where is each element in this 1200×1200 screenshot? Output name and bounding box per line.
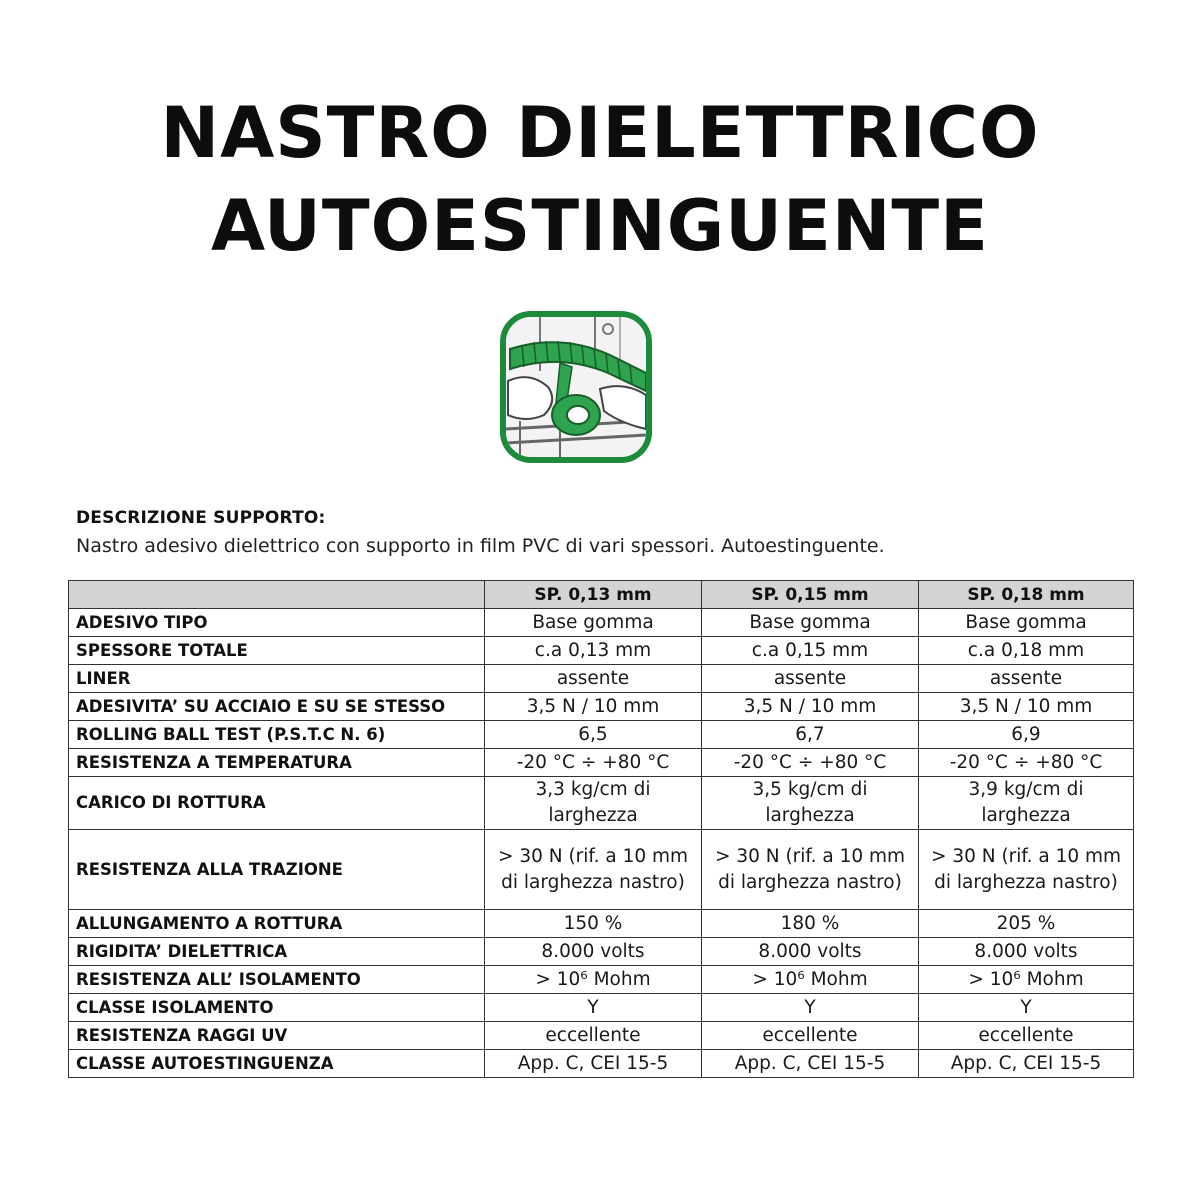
table-row: [69, 693, 1134, 721]
row-value: 3,5 N / 10 mm: [702, 693, 919, 721]
row-value: > 30 N (rif. a 10 mm di larghezza nastro): [702, 830, 919, 910]
table-row: [69, 637, 1134, 665]
row-value: 150 %: [485, 910, 702, 938]
table-row: [69, 910, 1134, 938]
header-cell-018: SP. 0,18 mm: [919, 581, 1134, 609]
row-label: SPESSORE TOTALE: [69, 637, 485, 665]
row-value: 180 %: [702, 910, 919, 938]
row-value: 3,9 kg/cm di larghezza: [919, 777, 1134, 830]
row-value: 3,5 N / 10 mm: [919, 693, 1134, 721]
table-row: [69, 777, 1134, 830]
row-label: ROLLING BALL TEST (P.S.T.C N. 6): [69, 721, 485, 749]
header-cell-015: SP. 0,15 mm: [702, 581, 919, 609]
row-value: 8.000 volts: [919, 938, 1134, 966]
row-value: eccellente: [485, 1022, 702, 1050]
row-label: ADESIVITA’ SU ACCIAIO E SU SE STESSO: [69, 693, 485, 721]
row-value: eccellente: [919, 1022, 1134, 1050]
row-value: c.a 0,18 mm: [919, 637, 1134, 665]
row-label: LINER: [69, 665, 485, 693]
row-value: Base gomma: [702, 609, 919, 637]
table-row: [69, 938, 1134, 966]
row-value: Y: [485, 994, 702, 1022]
tape-wrapping-icon: [500, 311, 652, 463]
row-value: 6,7: [702, 721, 919, 749]
row-label: CLASSE ISOLAMENTO: [69, 994, 485, 1022]
table-header-row: [69, 581, 1134, 609]
row-value: -20 °C ÷ +80 °C: [919, 749, 1134, 777]
table-row: [69, 1022, 1134, 1050]
row-label: CLASSE AUTOESTINGUENZA: [69, 1050, 485, 1078]
row-value: eccellente: [702, 1022, 919, 1050]
row-value: 8.000 volts: [702, 938, 919, 966]
row-value: assente: [485, 665, 702, 693]
row-value: c.a 0,13 mm: [485, 637, 702, 665]
page-title-line-1: NASTRO DIELETTRICO: [160, 92, 1040, 174]
row-label: ALLUNGAMENTO A ROTTURA: [69, 910, 485, 938]
row-value: 6,5: [485, 721, 702, 749]
row-label: CARICO DI ROTTURA: [69, 777, 485, 830]
row-value: 3,5 N / 10 mm: [485, 693, 702, 721]
row-label: RESISTENZA ALLA TRAZIONE: [69, 830, 485, 910]
row-value: Base gomma: [919, 609, 1134, 637]
row-value: > 30 N (rif. a 10 mm di larghezza nastro): [919, 830, 1134, 910]
table-row: [69, 1050, 1134, 1078]
spec-table: [68, 580, 1134, 1078]
row-value: 205 %: [919, 910, 1134, 938]
table-row: [69, 749, 1134, 777]
page-title-line-2: AUTOESTINGUENTE: [211, 185, 989, 267]
row-value: Y: [919, 994, 1134, 1022]
row-label: RESISTENZA RAGGI UV: [69, 1022, 485, 1050]
row-value: App. C, CEI 15-5: [919, 1050, 1134, 1078]
row-value: > 10⁶ Mohm: [919, 966, 1134, 994]
row-value: -20 °C ÷ +80 °C: [485, 749, 702, 777]
row-value: Y: [702, 994, 919, 1022]
table-row: [69, 966, 1134, 994]
table-row: [69, 609, 1134, 637]
row-label: ADESIVO TIPO: [69, 609, 485, 637]
table-row: [69, 830, 1134, 910]
header-cell-013: SP. 0,13 mm: [485, 581, 702, 609]
row-value: > 10⁶ Mohm: [702, 966, 919, 994]
description-text: Nastro adesivo dielettrico con supporto in film PVC di vari spessori. Autoestinguente.: [76, 535, 885, 557]
table-row: [69, 665, 1134, 693]
row-value: App. C, CEI 15-5: [702, 1050, 919, 1078]
row-value: assente: [919, 665, 1134, 693]
header-cell-empty: [69, 581, 485, 609]
row-label: RIGIDITA’ DIELETTRICA: [69, 938, 485, 966]
table-row: [69, 994, 1134, 1022]
row-value: c.a 0,15 mm: [702, 637, 919, 665]
row-value: Base gomma: [485, 609, 702, 637]
row-label: RESISTENZA A TEMPERATURA: [69, 749, 485, 777]
row-value: 6,9: [919, 721, 1134, 749]
row-label: RESISTENZA ALL’ ISOLAMENTO: [69, 966, 485, 994]
row-value: 3,3 kg/cm di larghezza: [485, 777, 702, 830]
row-value: -20 °C ÷ +80 °C: [702, 749, 919, 777]
description-label: DESCRIZIONE SUPPORTO:: [76, 508, 326, 528]
row-value: > 10⁶ Mohm: [485, 966, 702, 994]
table-row: [69, 721, 1134, 749]
row-value: App. C, CEI 15-5: [485, 1050, 702, 1078]
row-value: > 30 N (rif. a 10 mm di larghezza nastro): [485, 830, 702, 910]
row-value: assente: [702, 665, 919, 693]
row-value: 8.000 volts: [485, 938, 702, 966]
row-value: 3,5 kg/cm di larghezza: [702, 777, 919, 830]
